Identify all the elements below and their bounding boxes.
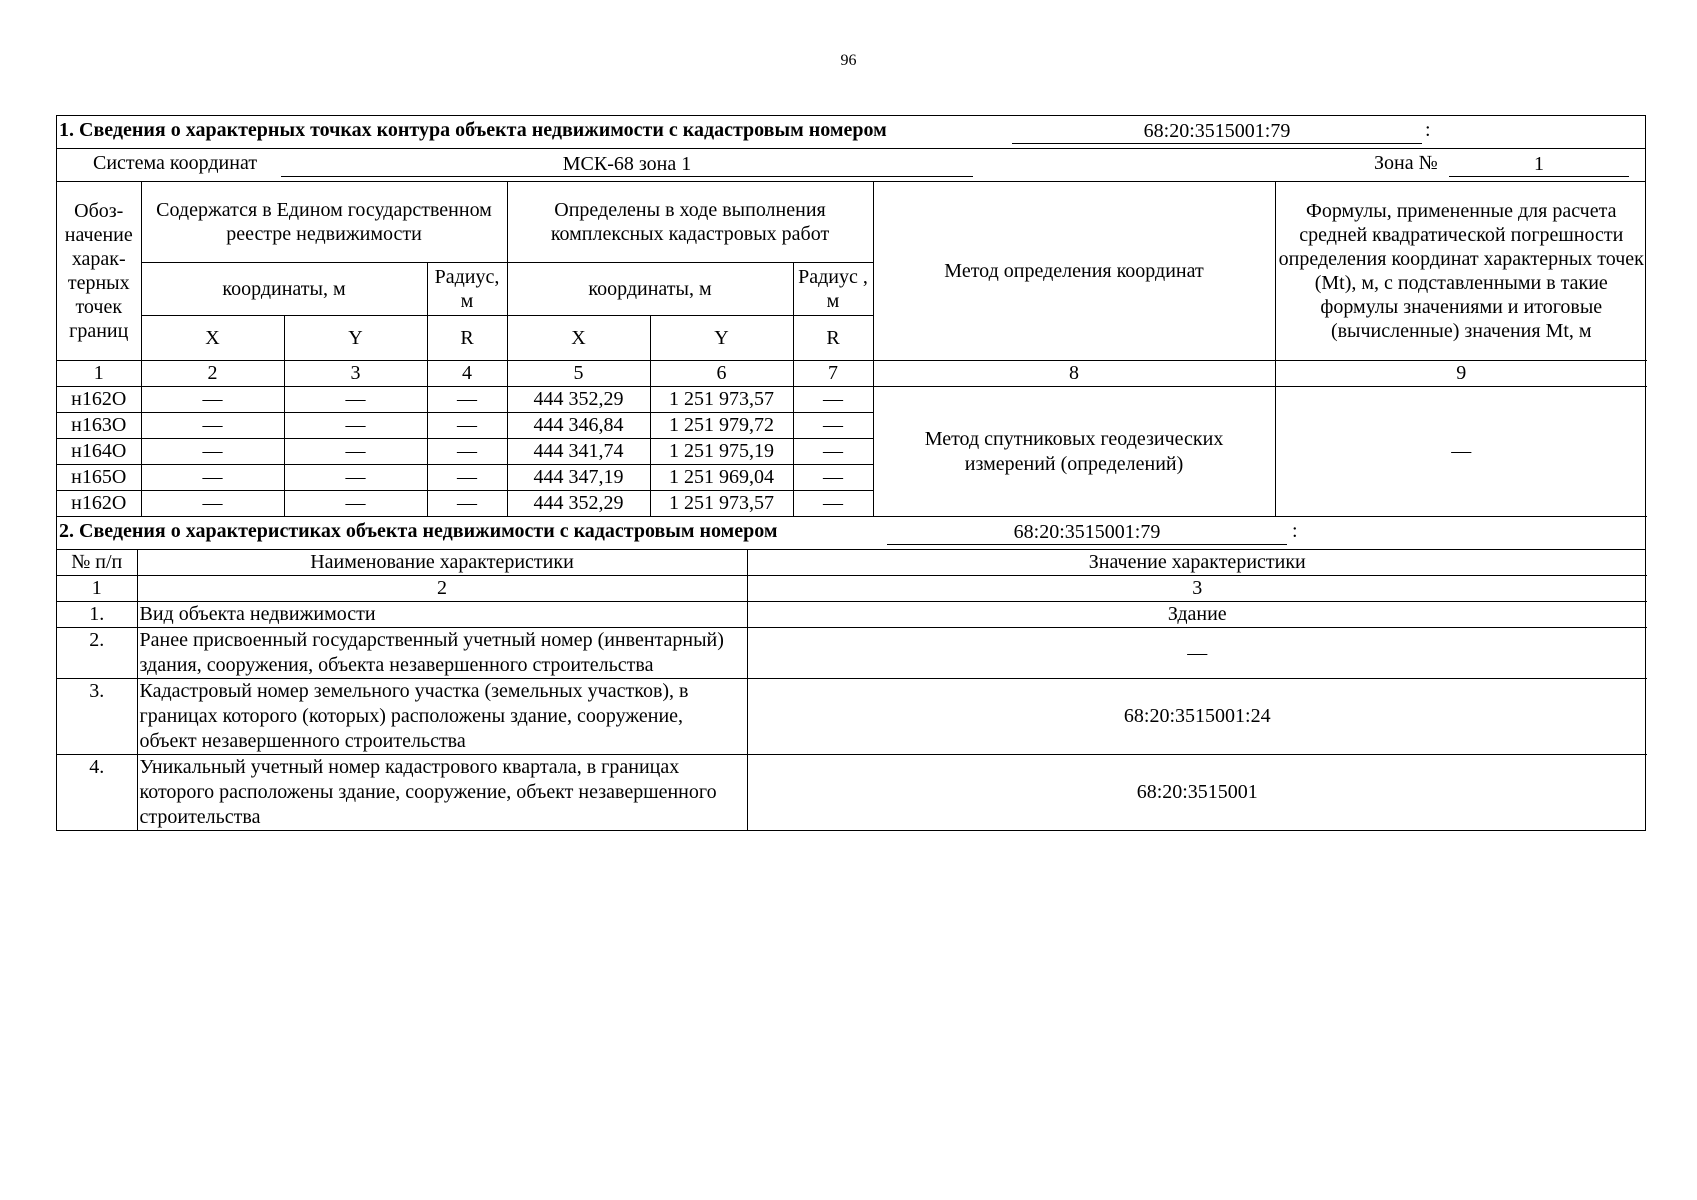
row-value: Здание xyxy=(747,602,1647,628)
header-coords-ckr: координаты, м xyxy=(507,263,793,316)
col-number-9: 9 xyxy=(1275,361,1647,387)
y-egrn: — xyxy=(284,439,427,465)
row-num: 4. xyxy=(57,755,137,831)
column-number-row xyxy=(57,361,1647,387)
r-ckr: — xyxy=(793,465,873,491)
r-ckr: — xyxy=(793,413,873,439)
col-number-6: 6 xyxy=(650,361,793,387)
section1-cadastral-number: 68:20:3515001:79 xyxy=(1012,119,1422,144)
row-name: Кадастровый номер земельного участка (земельных участков), в границах которого (которых) расположены здание, сооружение, объект незавершенного строительства xyxy=(137,679,747,755)
point-name: н162О xyxy=(57,491,141,517)
header-ckr-group: Определены в ходе выполнения комплексных кадастровых работ xyxy=(507,182,873,263)
header-name: Наименование характеристики xyxy=(137,550,747,576)
x-ckr: 444 346,84 xyxy=(507,413,650,439)
r-ckr: — xyxy=(793,491,873,517)
formulas-value: — xyxy=(1275,387,1647,517)
row-num: 1. xyxy=(57,602,137,628)
r-egrn: — xyxy=(427,465,507,491)
points-table xyxy=(57,182,1647,517)
y-egrn: — xyxy=(284,465,427,491)
method-value: Метод спутниковых геодезических измерений (определений) xyxy=(873,387,1275,517)
y-ckr: 1 251 973,57 xyxy=(650,491,793,517)
header-radius-egrn: Радиус, м xyxy=(427,263,507,316)
point-name: н163О xyxy=(57,413,141,439)
col-number-2: 2 xyxy=(141,361,284,387)
col-number-2: 2 xyxy=(137,576,747,602)
x-egrn: — xyxy=(141,491,284,517)
page-number: 96 xyxy=(840,52,857,69)
row-name: Вид объекта недвижимости xyxy=(137,602,747,628)
document-sheet xyxy=(56,115,1646,831)
r-egrn: — xyxy=(427,413,507,439)
header-designation: Обоз-начение харак-терных точек границ xyxy=(57,182,141,361)
column-number-row xyxy=(57,576,1647,602)
zone-value: 1 xyxy=(1449,152,1629,177)
table-row xyxy=(57,602,1647,628)
coord-system-row xyxy=(57,149,1645,182)
y-ckr: 1 251 979,72 xyxy=(650,413,793,439)
col-number-3: 3 xyxy=(284,361,427,387)
x-egrn: — xyxy=(141,439,284,465)
r-ckr: — xyxy=(793,387,873,413)
row-value: — xyxy=(747,628,1647,679)
point-name: н164О xyxy=(57,439,141,465)
x-egrn: — xyxy=(141,387,284,413)
x-ckr: 444 347,19 xyxy=(507,465,650,491)
x-ckr: 444 341,74 xyxy=(507,439,650,465)
table-row xyxy=(57,755,1647,831)
x-ckr: 444 352,29 xyxy=(507,387,650,413)
header-value: Значение характеристики xyxy=(747,550,1647,576)
col-number-4: 4 xyxy=(427,361,507,387)
x-ckr: 444 352,29 xyxy=(507,491,650,517)
header-radius-ckr: Радиус , м xyxy=(793,263,873,316)
section2-cadastral-number: 68:20:3515001:79 xyxy=(887,520,1287,545)
header-num: № п/п xyxy=(57,550,137,576)
r-egrn: — xyxy=(427,439,507,465)
section2-colon: : xyxy=(1292,520,1298,542)
characteristics-table xyxy=(57,550,1647,830)
r-egrn: — xyxy=(427,387,507,413)
header-formulas: Формулы, примененные для расчета средней квадратической погрешности определения координат характерных точек (Mt), м, с подставленными в такие формулы значениями и итоговые (вычисленные) значения Mt, м xyxy=(1275,182,1647,361)
table-row xyxy=(57,628,1647,679)
header-y-ckr: Y xyxy=(650,316,793,361)
point-name: н162О xyxy=(57,387,141,413)
y-egrn: — xyxy=(284,387,427,413)
row-name: Ранее присвоенный государственный учетный номер (инвентарный) здания, сооружения, объекта незавершенного строительства xyxy=(137,628,747,679)
table-row xyxy=(57,387,1647,413)
col-number-1: 1 xyxy=(57,576,137,602)
col-number-1: 1 xyxy=(57,361,141,387)
zone-label: Зона № xyxy=(1374,152,1438,174)
r-egrn: — xyxy=(427,491,507,517)
header-r-egrn: R xyxy=(427,316,507,361)
header-r-ckr: R xyxy=(793,316,873,361)
header-egrn-group: Содержатся в Едином государственном реестре недвижимости xyxy=(141,182,507,263)
y-ckr: 1 251 969,04 xyxy=(650,465,793,491)
section1-title-row xyxy=(57,116,1645,149)
col-number-8: 8 xyxy=(873,361,1275,387)
y-egrn: — xyxy=(284,491,427,517)
header-y-egrn: Y xyxy=(284,316,427,361)
col-number-7: 7 xyxy=(793,361,873,387)
col-number-3: 3 xyxy=(747,576,1647,602)
x-egrn: — xyxy=(141,465,284,491)
row-name: Уникальный учетный номер кадастрового квартала, в границах которого расположены здание, сооружение, объект незавершенного строительства xyxy=(137,755,747,831)
r-ckr: — xyxy=(793,439,873,465)
section2-title: 2. Сведения о характеристиках объекта недвижимости с кадастровым номером xyxy=(59,520,778,542)
y-ckr: 1 251 975,19 xyxy=(650,439,793,465)
section1-title: 1. Сведения о характерных точках контура объекта недвижимости с кадастровым номером xyxy=(59,119,887,141)
header-x-egrn: X xyxy=(141,316,284,361)
x-egrn: — xyxy=(141,413,284,439)
header-coords-egrn: координаты, м xyxy=(141,263,427,316)
header-x-ckr: X xyxy=(507,316,650,361)
section2-title-row xyxy=(57,517,1645,550)
y-egrn: — xyxy=(284,413,427,439)
row-value: 68:20:3515001 xyxy=(747,755,1647,831)
coord-system-label: Система координат xyxy=(93,152,258,174)
header-method: Метод определения координат xyxy=(873,182,1275,361)
col-number-5: 5 xyxy=(507,361,650,387)
section1-colon: : xyxy=(1425,119,1431,141)
y-ckr: 1 251 973,57 xyxy=(650,387,793,413)
point-name: н165О xyxy=(57,465,141,491)
table-row xyxy=(57,679,1647,755)
row-value: 68:20:3515001:24 xyxy=(747,679,1647,755)
row-num: 3. xyxy=(57,679,137,755)
coord-system-value: МСК-68 зона 1 xyxy=(281,152,973,177)
row-num: 2. xyxy=(57,628,137,679)
